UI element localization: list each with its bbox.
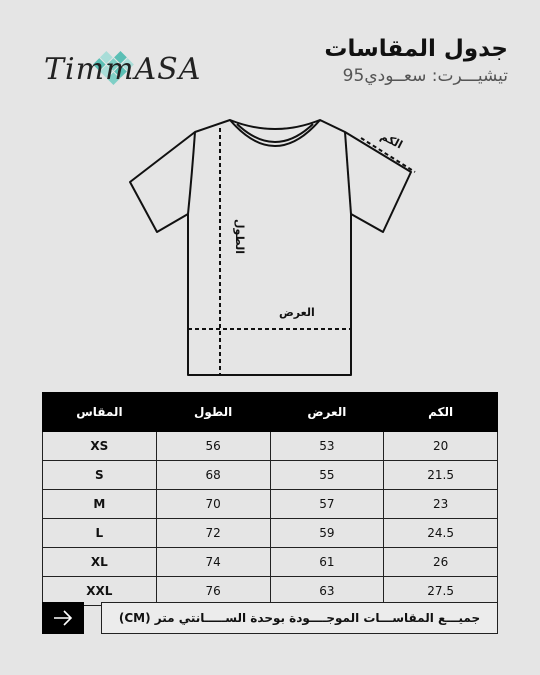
cell-size: S [43,461,157,490]
cell-sleeve: 26 [384,548,498,577]
table-row [43,548,498,577]
cell-size: XS [43,432,157,461]
cell-width: 59 [270,519,384,548]
cell-size: XL [43,548,157,577]
table-header-row [43,393,498,432]
cell-sleeve: 21.5 [384,461,498,490]
cell-size: L [43,519,157,548]
width-label: العرض [279,306,315,319]
cell-length: 72 [156,519,270,548]
table-row [43,461,498,490]
header-width: العرض [270,393,384,432]
header-size: المقاس [43,393,157,432]
cell-sleeve: 20 [384,432,498,461]
next-button[interactable] [42,602,84,634]
header-sleeve: الكم [384,393,498,432]
cell-length: 74 [156,548,270,577]
cell-size: M [43,490,157,519]
cell-length: 56 [156,432,270,461]
cell-sleeve: 27.5 [384,577,498,606]
cell-sleeve: 23 [384,490,498,519]
brand-logo [40,38,202,98]
table-row [43,519,498,548]
tshirt-outline [130,120,411,375]
arrow-right-icon [52,610,74,626]
cell-width: 55 [270,461,384,490]
units-note: جميـــع المقاســـات الموجــــودة بوحدة الســـــانتي متر (CM) [101,602,498,634]
tshirt-diagram [125,110,425,385]
cell-length: 76 [156,577,270,606]
cell-width: 63 [270,577,384,606]
page-title: جدول المقاسات [324,36,508,62]
cell-length: 70 [156,490,270,519]
header-length: الطول [156,393,270,432]
sleeve-label: الكم [378,129,405,152]
cell-width: 53 [270,432,384,461]
cell-width: 61 [270,548,384,577]
cell-width: 57 [270,490,384,519]
logo-text: TimmASA [44,52,202,87]
table-row [43,432,498,461]
cell-sleeve: 24.5 [384,519,498,548]
table-row [43,490,498,519]
size-table [42,392,498,606]
length-label: الطول [233,218,247,255]
page-subtitle: تيشيـــرت: سعــودي95 [342,66,508,86]
cell-length: 68 [156,461,270,490]
cell-size: XXL [43,577,157,606]
